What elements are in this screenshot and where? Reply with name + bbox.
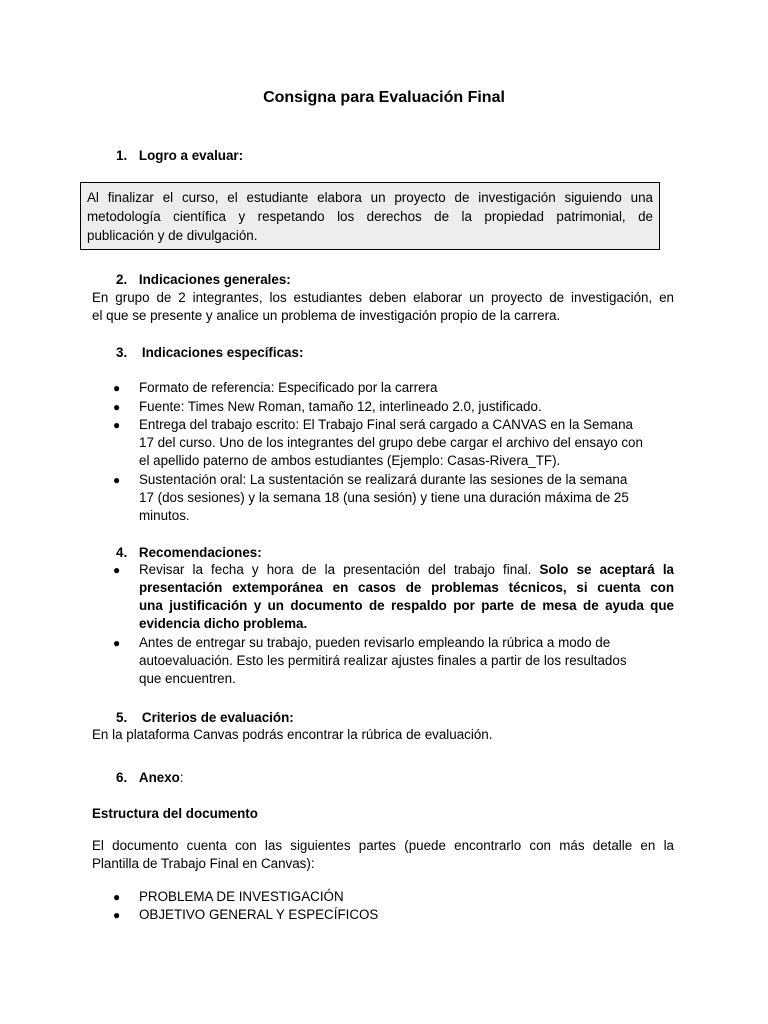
section-3-bullet-3-line-2: 17 del curso. Uno de los integrantes del grupo debe cargar el archivo del ensayo con xyxy=(139,435,643,450)
section-5-label: Criterios de evaluación: xyxy=(141,710,294,725)
section-4-bullet-1-line-3: una justificación y un documento de respaldo por parte de mesa de ayuda que xyxy=(139,598,674,613)
section-3-bullet-3-line-3: el apellido paterno de ambos estudiantes (Ejemplo: Casas-Rivera_TF). xyxy=(139,453,561,468)
section-3-label: Indicaciones específicas: xyxy=(141,345,304,360)
document-title: Consigna para Evaluación Final xyxy=(263,89,505,106)
bullet-icon: ● xyxy=(113,381,121,395)
recommendation-bold-text: Solo se aceptará la xyxy=(539,562,674,577)
section-4-bullet-1-line-2: presentación extemporánea en casos de problemas técnicos, si cuenta con xyxy=(139,580,674,595)
section-1-label: Logro a evaluar: xyxy=(138,148,244,163)
learning-outcome-box xyxy=(80,182,660,250)
section-3-bullet-4-line-3: minutos. xyxy=(139,508,190,523)
structure-bullet-1: PROBLEMA DE INVESTIGACIÓN xyxy=(139,889,344,904)
section-1-heading xyxy=(116,148,243,163)
section-3-bullet-2: Fuente: Times New Roman, tamaño 12, interlineado 2.0, justificado. xyxy=(139,399,542,414)
section-2-text-line-2: el que se presente y analice un problema de investigación propio de la carrera. xyxy=(92,308,561,323)
recommendation-text: Revisar la fecha y hora de la presentación del trabajo final. xyxy=(139,562,532,577)
section-4-number: 4. xyxy=(116,545,128,560)
structure-heading: Estructura del documento xyxy=(92,806,258,821)
structure-bullet-2: OBJETIVO GENERAL Y ESPECÍFICOS xyxy=(139,907,379,922)
box-line-3: publicación y de divulgación. xyxy=(87,228,258,243)
section-2-number: 2. xyxy=(116,272,128,287)
box-line-1: Al finalizar el curso, el estudiante elabora un proyecto de investigación siguiendo una xyxy=(87,190,653,205)
bullet-icon: ● xyxy=(113,473,121,487)
section-3-bullet-3-line-1: Entrega del trabajo escrito: El Trabajo Final será cargado a CANVAS en la Semana xyxy=(139,417,633,432)
section-4-bullet-2-line-2: autoevaluación. Esto les permitirá realizar ajustes finales a partir de los resultados xyxy=(139,653,627,668)
section-6-label: Anexo xyxy=(138,770,180,785)
section-1-number: 1. xyxy=(116,148,128,163)
bullet-icon: ● xyxy=(113,418,121,432)
bullet-icon: ● xyxy=(113,908,121,922)
section-4-bullet-2-line-3: que encuentren. xyxy=(139,671,236,686)
section-3-bullet-1: Formato de referencia: Especificado por la carrera xyxy=(139,380,438,395)
bullet-icon: ● xyxy=(113,890,121,904)
section-5-text: En la plataforma Canvas podrás encontrar la rúbrica de evaluación. xyxy=(92,727,493,742)
box-line-2: metodología científica y respetando los derechos de la propiedad patrimonial, de xyxy=(87,209,653,224)
section-3-number: 3. xyxy=(116,345,128,360)
section-3-bullet-4-line-2: 17 (dos sesiones) y la semana 18 (una sesión) y tiene una duración máxima de 25 xyxy=(139,490,629,505)
section-5-number: 5. xyxy=(116,710,128,725)
bullet-icon: ● xyxy=(113,563,121,577)
section-3-bullet-4-line-1: Sustentación oral: La sustentación se realizará durante las sesiones de la semana xyxy=(139,472,628,487)
section-4-bullet-1-line-1 xyxy=(139,561,674,579)
section-4-bullet-1-line-4: evidencia dicho problema. xyxy=(139,616,308,631)
section-2-heading xyxy=(116,272,291,287)
section-6-number: 6. xyxy=(116,770,128,785)
structure-text-line-2: Plantilla de Trabajo Final en Canvas): xyxy=(92,856,315,871)
section-6-colon: : xyxy=(179,770,184,785)
section-4-heading xyxy=(116,545,262,560)
section-6-heading xyxy=(116,770,184,785)
section-4-label: Recomendaciones: xyxy=(138,545,262,560)
section-3-heading xyxy=(116,345,303,360)
bullet-icon: ● xyxy=(113,636,121,650)
section-2-label: Indicaciones generales: xyxy=(138,272,291,287)
section-4-bullet-2-line-1: Antes de entregar su trabajo, pueden revisarlo empleando la rúbrica a modo de xyxy=(139,635,611,650)
section-5-heading xyxy=(116,710,294,725)
bullet-icon: ● xyxy=(113,400,121,414)
section-2-text-line-1: En grupo de 2 integrantes, los estudiantes deben elaborar un proyecto de investigación, en xyxy=(92,290,674,305)
structure-text-line-1: El documento cuenta con las siguientes partes (puede encontrarlo con más detalle en la xyxy=(92,838,674,853)
